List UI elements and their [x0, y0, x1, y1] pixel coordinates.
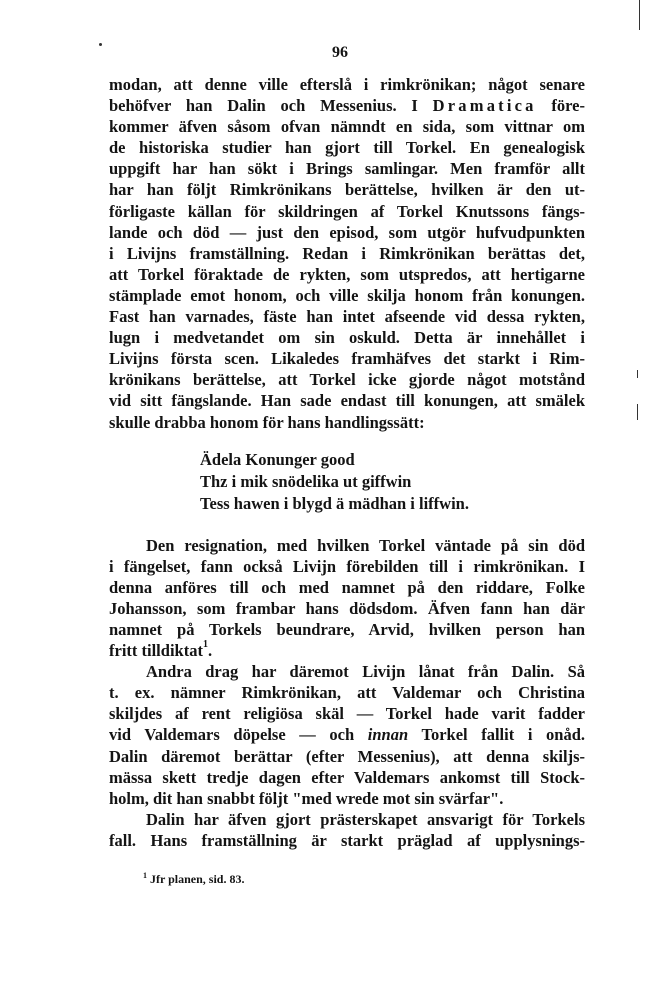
text-line: Dalin har äfven gjort prästerskapet ansvarigt för Torkels — [146, 809, 585, 829]
text-line: holm, dit han snabbt följt "med wrede mot sin svärfar". — [109, 788, 504, 808]
text-line: namnet på Torkels beundrare, Arvid, hvilken person han — [109, 619, 585, 639]
footnote — [143, 872, 244, 887]
page-number: 96 — [332, 44, 348, 61]
verse-quotation — [109, 449, 585, 515]
footnote-reference: 1 — [202, 639, 208, 651]
text-line: Livijns första scen. Likaledes framhäfves det starkt i Rim- — [109, 349, 585, 369]
text-line: har han följt Rimkrönikans berättelse, hvilken är den ut- — [109, 180, 585, 200]
text-line: lugn i medvetandet om sin oskuld. Detta är innehållet i — [109, 328, 585, 348]
text-line: uppgift har han sökt i Brings samlingar. Men framför allt — [109, 159, 585, 179]
text-line: fall. Hans framställning är starkt präglad af upplysnings- — [109, 830, 585, 850]
scan-edge-mark — [639, 0, 640, 30]
text-line: denna anföres till och med namnet på den riddare, Folke — [109, 577, 585, 597]
text-line: Johansson, som frambar hans dödsdom. Äfven fann han där — [109, 598, 585, 618]
footnote-marker: 1 — [143, 871, 147, 880]
text-line: Andra drag har däremot Livijn lånat från Dalin. Så — [146, 662, 585, 682]
text-line: modan, att denne ville efterslå i rimkrönikan; något senare — [109, 75, 585, 94]
text-line: lande och död — just den episod, som utgör hufvudpunkten — [109, 222, 585, 242]
text-line: skiljdes af rent religiösa skäl — Torkel hade varit fadder — [109, 704, 585, 724]
text-line: Dalin däremot berättar (efter Messenius), att denna skiljs- — [109, 746, 585, 766]
verse-line: Thz i mik snödelika ut giffwin — [200, 471, 412, 491]
text-line: förligaste källan för skildringen af Torkel Knutssons fängs- — [109, 201, 585, 221]
text-line: kommer äfven såsom ofvan nämndt en sida, som vittnar om — [109, 117, 585, 137]
verse-line: Ädela Konunger good — [200, 449, 355, 469]
text-line: Den resignation, med hvilken Torkel väntade på sin död — [146, 535, 585, 555]
text-line: i Livijns framställning. Redan i Rimkrönikan berättas det, — [109, 243, 585, 263]
text-line: i fängelset, fann också Livijn förebilden till i rimkrönikan. I — [109, 556, 585, 576]
text-line: de historiska studier han gjort till Torkel. En genealogisk — [109, 138, 585, 158]
text-line: t. ex. nämner Rimkrönikan, att Valdemar och Christina — [109, 683, 585, 703]
footnote-text: Jfr planen, sid. 83. — [147, 872, 245, 886]
text-line: Fast han varnades, fäste han intet afseende vid dessa rykten, — [109, 307, 585, 327]
scan-edge-mark — [637, 404, 638, 420]
text-line: stämplade emot honom, och ville skilja honom från konungen. — [109, 285, 585, 305]
text-line: mässa skett tredje dagen efter Valdemars ankomst till Stock- — [109, 767, 585, 787]
text-line: vid Valdemars döpelse — och innan Torkel fallit i onåd. — [109, 725, 585, 745]
italic-word: innan — [367, 725, 409, 745]
emphasized-title: Dramatica — [432, 96, 537, 116]
text-line: skulle drabba honom för hans handlingssätt: — [109, 412, 425, 432]
scan-edge-mark — [637, 370, 638, 378]
verse-line: Tess hawen i blygd ä mädhan i liffwin. — [200, 493, 469, 513]
text-line: krönikans berättelse, att Torkel icke gjorde något motstånd — [109, 370, 585, 390]
text-line: behöfver han Dalin och Messenius. I Dramatica före- — [109, 96, 585, 116]
text-line: att Torkel föraktade de rykten, som utspredos, att hertigarne — [109, 264, 585, 284]
text-line: fritt tilldiktat$^1$. — [109, 639, 213, 661]
body-text — [109, 74, 585, 851]
text-line: vid sitt fängslande. Han sade endast till konungen, att smälek — [109, 391, 585, 411]
